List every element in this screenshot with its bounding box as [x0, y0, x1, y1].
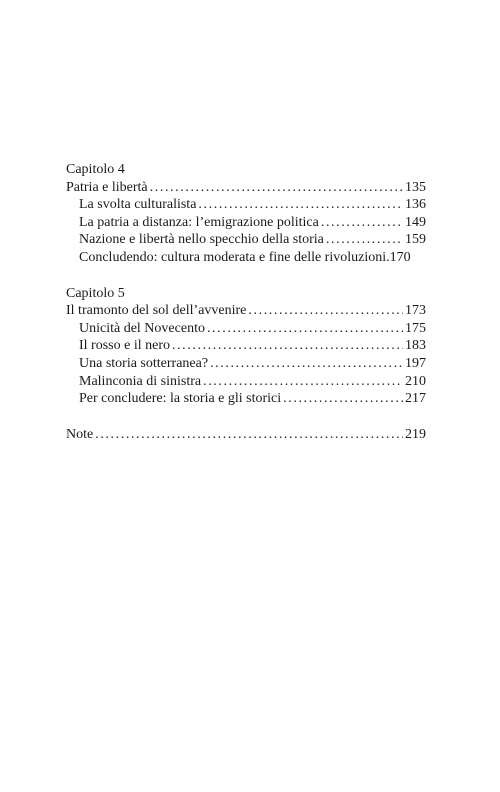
entry-page: 135	[405, 179, 426, 195]
entry-title: Patria e libertà	[66, 179, 148, 195]
chapter-4-block	[66, 161, 426, 267]
entry-title: Il tramonto del sol dell’avvenire	[66, 303, 247, 319]
toc-entry-notes[interactable]	[66, 426, 426, 444]
dot-leader	[203, 373, 403, 391]
entry-page: 217	[405, 391, 426, 407]
dot-leader	[283, 390, 403, 408]
entry-title: La patria a distanza: l’emigrazione politica	[79, 214, 319, 230]
entry-page: 197	[405, 355, 426, 371]
entry-page: 173	[405, 303, 426, 319]
entry-page: .170	[386, 249, 411, 265]
entry-title: Una storia sotterranea?	[79, 355, 209, 371]
entry-title: Per concludere: la storia e gli storici	[79, 391, 282, 407]
dot-leader	[210, 355, 403, 373]
entry-page: 210	[405, 373, 426, 389]
entry-page: 136	[405, 197, 426, 213]
dot-leader	[207, 320, 403, 338]
entry-title: La svolta culturalista	[79, 197, 197, 213]
toc-entry-section[interactable]	[66, 231, 426, 249]
toc-entry-section[interactable]	[66, 320, 426, 338]
entry-page: 175	[405, 320, 426, 336]
chapter-5-block	[66, 285, 426, 408]
dot-leader	[198, 196, 403, 214]
entry-title: Malinconia di sinistra	[79, 373, 202, 389]
table-of-contents	[66, 161, 426, 443]
dot-leader	[321, 214, 403, 232]
toc-entry-section[interactable]	[66, 249, 426, 267]
dot-leader	[248, 302, 403, 320]
entry-title: Concludendo: cultura moderata e fine delle rivoluzioni	[79, 249, 387, 265]
toc-entry-section[interactable]	[66, 337, 426, 355]
dot-leader	[172, 337, 403, 355]
toc-entry-chapter-4-title[interactable]	[66, 179, 426, 197]
toc-entry-section[interactable]	[66, 390, 426, 408]
entry-title: Il rosso e il nero	[79, 338, 170, 354]
dot-leader	[326, 231, 403, 249]
entry-title: Note	[66, 426, 94, 442]
dot-leader	[150, 179, 403, 197]
toc-entry-section[interactable]	[66, 214, 426, 232]
toc-entry-section[interactable]	[66, 196, 426, 214]
entry-page: 183	[405, 338, 426, 354]
toc-entry-chapter-5-title[interactable]	[66, 302, 426, 320]
chapter-label: Capitolo 5	[66, 285, 125, 301]
toc-entry-section[interactable]	[66, 355, 426, 373]
chapter-label: Capitolo 4	[66, 162, 125, 177]
entry-page: 159	[405, 232, 426, 248]
entry-title: Nazione e libertà nello specchio della storia	[79, 232, 324, 248]
toc-entry-section[interactable]	[66, 373, 426, 391]
entry-title: Unicità del Novecento	[79, 320, 205, 336]
entry-page: 149	[405, 214, 426, 230]
entry-page: 219	[405, 426, 426, 442]
dot-leader	[95, 426, 403, 444]
